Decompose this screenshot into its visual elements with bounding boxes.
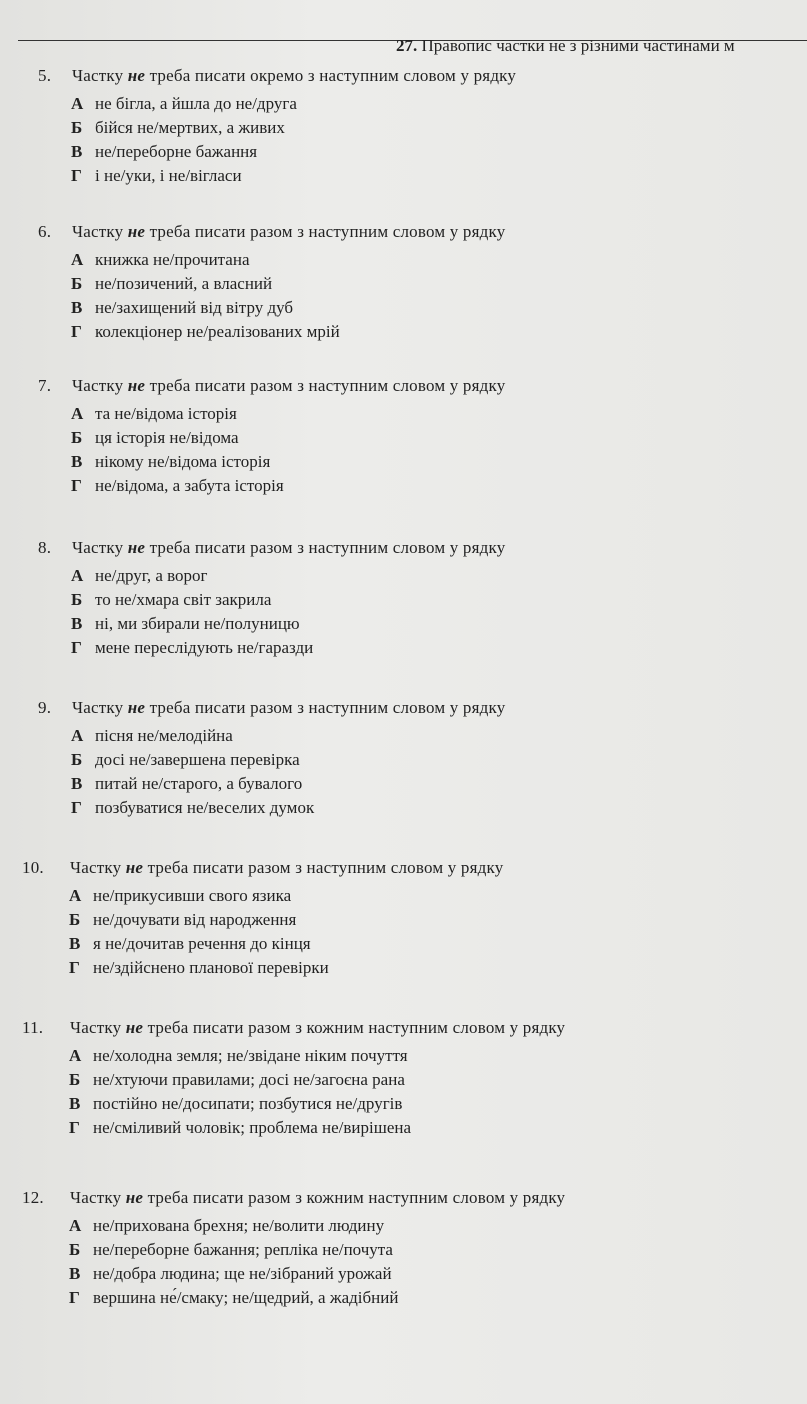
question-text-pre: Частку bbox=[72, 222, 128, 241]
option-text: ця історія не/відома bbox=[95, 428, 239, 447]
option-letter: А bbox=[69, 1216, 82, 1235]
answer-option bbox=[71, 248, 505, 272]
option-letter: А bbox=[71, 726, 84, 745]
option-letter: Б bbox=[69, 1070, 81, 1089]
question-text-post: треба писати разом з наступним словом у рядку bbox=[145, 376, 506, 395]
answer-option bbox=[69, 1286, 565, 1310]
section-title: Правопис частки не з різними частинами м bbox=[421, 36, 735, 55]
answer-option bbox=[71, 320, 505, 344]
option-text: не/дочувати від народження bbox=[93, 910, 297, 929]
question-text bbox=[72, 538, 505, 558]
option-text: нікому не/відома історія bbox=[95, 452, 271, 471]
question-text-pre: Частку bbox=[70, 1018, 126, 1037]
question-number: 12. bbox=[22, 1188, 44, 1207]
particle-ne: не bbox=[125, 1018, 144, 1037]
question-5 bbox=[38, 66, 516, 188]
question-stem bbox=[22, 1188, 565, 1208]
question-text bbox=[70, 1018, 565, 1038]
option-letter: Г bbox=[71, 166, 82, 185]
question-7 bbox=[38, 376, 505, 498]
question-text-pre: Частку bbox=[72, 538, 128, 557]
answer-options bbox=[71, 92, 516, 188]
option-letter: Б bbox=[71, 590, 83, 609]
answer-option bbox=[71, 140, 516, 164]
question-10 bbox=[22, 858, 503, 980]
option-text: не/друг, а ворог bbox=[95, 566, 208, 585]
option-letter: Г bbox=[71, 798, 82, 817]
answer-option bbox=[69, 1214, 565, 1238]
question-text-pre: Частку bbox=[70, 858, 126, 877]
answer-options bbox=[69, 1044, 565, 1140]
answer-option bbox=[69, 1068, 565, 1092]
answer-option bbox=[71, 116, 516, 140]
question-6 bbox=[38, 222, 505, 344]
answer-option bbox=[71, 796, 505, 820]
option-text: не/сміливий чоловік; проблема не/вирішена bbox=[93, 1118, 412, 1137]
option-text: не/переборне бажання; репліка не/почута bbox=[93, 1240, 393, 1259]
question-stem bbox=[38, 376, 505, 396]
question-text-post: треба писати разом з наступним словом у рядку bbox=[143, 858, 504, 877]
answer-options bbox=[69, 1214, 565, 1310]
option-text: пісня не/мелодійна bbox=[95, 726, 233, 745]
option-letter: Б bbox=[71, 428, 83, 447]
option-text: і не/уки, і не/вігласи bbox=[95, 166, 242, 185]
option-letter: Г bbox=[69, 1118, 80, 1137]
option-letter: Г bbox=[71, 638, 82, 657]
question-11 bbox=[22, 1018, 565, 1140]
answer-options bbox=[69, 884, 503, 980]
question-stem bbox=[38, 538, 505, 558]
option-letter: Б bbox=[71, 274, 83, 293]
answer-options bbox=[71, 724, 505, 820]
option-letter: Б bbox=[71, 118, 83, 137]
option-letter: В bbox=[69, 934, 81, 953]
option-letter: В bbox=[71, 614, 83, 633]
option-letter: А bbox=[69, 886, 82, 905]
question-text-pre: Частку bbox=[70, 1188, 126, 1207]
option-letter: Г bbox=[71, 476, 82, 495]
option-letter: А bbox=[71, 566, 84, 585]
answer-option bbox=[71, 272, 505, 296]
question-text bbox=[72, 698, 505, 718]
answer-option bbox=[69, 1262, 565, 1286]
option-text: книжка не/прочитана bbox=[95, 250, 250, 269]
answer-option bbox=[71, 772, 505, 796]
option-letter: А bbox=[71, 94, 84, 113]
question-text-pre: Частку bbox=[72, 66, 128, 85]
question-stem bbox=[22, 858, 503, 878]
question-text-post: треба писати окремо з наступним словом у рядку bbox=[145, 66, 517, 85]
question-text bbox=[72, 222, 505, 242]
option-text: не бігла, а йшла до не/друга bbox=[95, 94, 297, 113]
option-letter: Г bbox=[69, 1288, 80, 1307]
option-text: не/холодна земля; не/звідане ніким почуття bbox=[93, 1046, 408, 1065]
option-text: не/переборне бажання bbox=[95, 142, 258, 161]
answer-option bbox=[71, 474, 505, 498]
question-text-post: треба писати разом з кожним наступним словом у рядку bbox=[143, 1188, 566, 1207]
question-stem bbox=[22, 1018, 565, 1038]
question-number: 7. bbox=[38, 376, 52, 395]
question-stem bbox=[38, 698, 505, 718]
answer-options bbox=[71, 564, 505, 660]
option-letter: А bbox=[69, 1046, 82, 1065]
answer-option bbox=[69, 908, 503, 932]
option-letter: В bbox=[71, 298, 83, 317]
particle-ne: не bbox=[127, 222, 146, 241]
question-text-pre: Частку bbox=[72, 376, 128, 395]
particle-ne: не bbox=[127, 538, 146, 557]
option-text: бійся не/мертвих, а живих bbox=[95, 118, 285, 137]
answer-option bbox=[71, 564, 505, 588]
option-text: питай не/старого, а бувалого bbox=[95, 774, 303, 793]
answer-options bbox=[71, 402, 505, 498]
option-letter: В bbox=[69, 1264, 81, 1283]
answer-option bbox=[71, 92, 516, 116]
question-text bbox=[70, 858, 503, 878]
option-text: досі не/завершена перевірка bbox=[95, 750, 300, 769]
option-letter: В bbox=[71, 452, 83, 471]
option-text: мене переслідують не/гаразди bbox=[95, 638, 314, 657]
option-letter: А bbox=[71, 404, 84, 423]
answer-option bbox=[71, 748, 505, 772]
question-number: 9. bbox=[38, 698, 52, 717]
answer-option bbox=[69, 1116, 565, 1140]
answer-option bbox=[71, 612, 505, 636]
particle-ne: не bbox=[125, 858, 144, 877]
answer-option bbox=[71, 402, 505, 426]
answer-option bbox=[69, 956, 503, 980]
answer-option bbox=[71, 426, 505, 450]
option-text: не/позичений, а власний bbox=[95, 274, 273, 293]
answer-option bbox=[71, 296, 505, 320]
answer-option bbox=[71, 164, 516, 188]
option-text: колекціонер не/реалізованих мрій bbox=[95, 322, 340, 341]
question-number: 6. bbox=[38, 222, 52, 241]
option-text: позбуватися не/веселих думок bbox=[95, 798, 315, 817]
option-text: не/прикусивши свого язика bbox=[93, 886, 292, 905]
answer-option bbox=[69, 884, 503, 908]
option-text: не/захищений від вітру дуб bbox=[95, 298, 294, 317]
option-text: не/відома, а забута історія bbox=[95, 476, 284, 495]
particle-ne: не bbox=[127, 698, 146, 717]
option-letter: Б bbox=[71, 750, 83, 769]
answer-option bbox=[69, 1238, 565, 1262]
option-letter: Г bbox=[69, 958, 80, 977]
question-text-post: треба писати разом з наступним словом у рядку bbox=[145, 698, 506, 717]
question-number: 11. bbox=[22, 1018, 44, 1037]
option-text: ні, ми збирали не/полуницю bbox=[95, 614, 300, 633]
question-text bbox=[70, 1188, 565, 1208]
answer-option bbox=[69, 932, 503, 956]
option-text: постійно не/досипати; позбутися не/другів bbox=[93, 1094, 403, 1113]
question-number: 8. bbox=[38, 538, 52, 557]
answer-option bbox=[71, 450, 505, 474]
option-letter: В bbox=[69, 1094, 81, 1113]
question-stem bbox=[38, 222, 505, 242]
question-9 bbox=[38, 698, 505, 820]
option-text: та не/відома історія bbox=[95, 404, 237, 423]
option-text: не/хтуючи правилами; досі не/загоєна рана bbox=[93, 1070, 405, 1089]
option-text: не/прихована брехня; не/волити людину bbox=[93, 1216, 385, 1235]
option-text: то не/хмара світ закрила bbox=[95, 590, 272, 609]
particle-ne: не bbox=[127, 376, 146, 395]
option-letter: В bbox=[71, 774, 83, 793]
question-number: 10. bbox=[22, 858, 44, 877]
answer-option bbox=[69, 1092, 565, 1116]
answer-options bbox=[71, 248, 505, 344]
option-letter: Г bbox=[71, 322, 82, 341]
option-letter: А bbox=[71, 250, 84, 269]
particle-ne: не bbox=[127, 66, 146, 85]
question-text-post: треба писати разом з наступним словом у рядку bbox=[145, 538, 506, 557]
question-text-pre: Частку bbox=[72, 698, 128, 717]
question-12 bbox=[22, 1188, 565, 1310]
section-number: 27. bbox=[396, 36, 418, 55]
question-8 bbox=[38, 538, 505, 660]
question-stem bbox=[38, 66, 516, 86]
option-text: я не/дочитав речення до кінця bbox=[93, 934, 311, 953]
question-number: 5. bbox=[38, 66, 52, 85]
option-letter: Б bbox=[69, 1240, 81, 1259]
question-text bbox=[72, 66, 516, 86]
answer-option bbox=[71, 636, 505, 660]
option-text: вершина не́/смаку; не/щедрий, а жадібний bbox=[93, 1288, 399, 1307]
option-text: не/добра людина; ще не/зібраний урожай bbox=[93, 1264, 392, 1283]
answer-option bbox=[69, 1044, 565, 1068]
answer-option bbox=[71, 724, 505, 748]
question-text-post: треба писати разом з наступним словом у рядку bbox=[145, 222, 506, 241]
particle-ne: не bbox=[125, 1188, 144, 1207]
option-letter: В bbox=[71, 142, 83, 161]
answer-option bbox=[71, 588, 505, 612]
question-text-post: треба писати разом з кожним наступним словом у рядку bbox=[143, 1018, 566, 1037]
section-header bbox=[396, 36, 735, 56]
option-letter: Б bbox=[69, 910, 81, 929]
option-text: не/здійснено планової перевірки bbox=[93, 958, 329, 977]
question-text bbox=[72, 376, 505, 396]
